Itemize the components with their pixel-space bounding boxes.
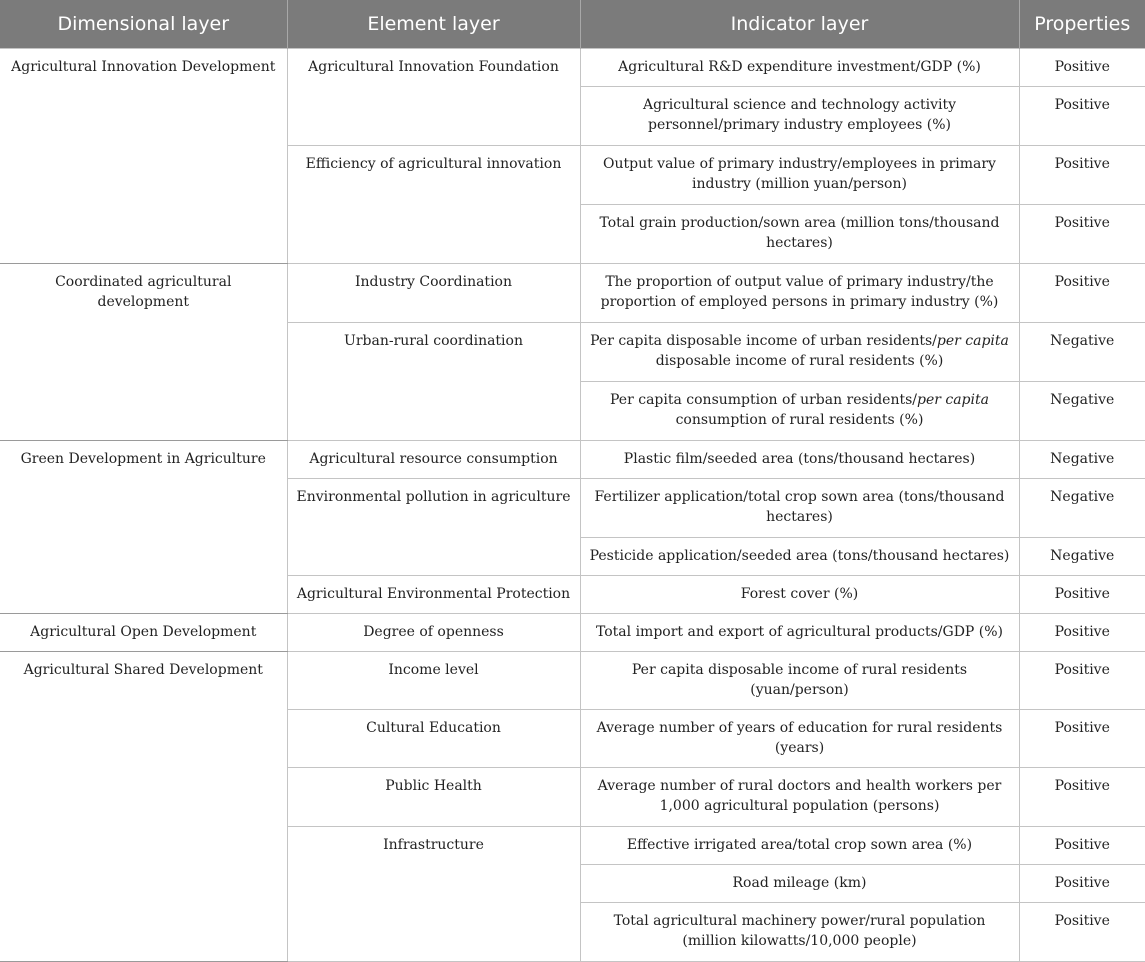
header-element-layer: Element layer: [287, 0, 580, 49]
property-cell: Positive: [1019, 768, 1145, 827]
indicator-cell: The proportion of output value of primary industry/the proportion of employed persons in primary industry (%): [580, 264, 1019, 323]
indicator-cell: Plastic film/seeded area (tons/thousand hectares): [580, 441, 1019, 479]
property-cell: Negative: [1019, 441, 1145, 479]
property-cell: Positive: [1019, 49, 1145, 87]
property-cell: Positive: [1019, 614, 1145, 652]
element-cell: Urban-rural coordination: [287, 323, 580, 441]
table-body: [0, 49, 1145, 962]
indicator-cell: Total agricultural machinery power/rural population (million kilowatts/10,000 people): [580, 903, 1019, 962]
property-cell: Positive: [1019, 146, 1145, 205]
table-row: [0, 614, 1145, 652]
dimension-cell: Agricultural Open Development: [0, 614, 287, 652]
indicator-cell: Pesticide application/seeded area (tons/thousand hectares): [580, 538, 1019, 576]
element-cell: Agricultural Environmental Protection: [287, 576, 580, 614]
indicator-italic-text: per capita: [916, 392, 989, 408]
property-cell: Positive: [1019, 652, 1145, 710]
element-cell: Public Health: [287, 768, 580, 827]
property-cell: Positive: [1019, 205, 1145, 264]
indicator-text: disposable income of rural residents (%): [655, 353, 944, 369]
element-cell: Agricultural Innovation Foundation: [287, 49, 580, 146]
property-cell: Negative: [1019, 538, 1145, 576]
dimension-cell: Green Development in Agriculture: [0, 441, 287, 614]
property-cell: Positive: [1019, 576, 1145, 614]
indicator-cell: Agricultural R&D expenditure investment/GDP (%): [580, 49, 1019, 87]
indicator-cell: Agricultural science and technology activity personnel/primary industry employees (%): [580, 87, 1019, 146]
table-row: [0, 441, 1145, 479]
property-cell: Positive: [1019, 903, 1145, 962]
property-cell: Positive: [1019, 710, 1145, 768]
indicator-text: consumption of rural residents (%): [675, 412, 924, 428]
property-cell: Positive: [1019, 264, 1145, 323]
property-cell: Positive: [1019, 827, 1145, 865]
element-cell: Income level: [287, 652, 580, 710]
indicator-italic-text: per capita: [936, 333, 1009, 349]
indicator-cell: [580, 323, 1019, 382]
property-cell: Negative: [1019, 323, 1145, 382]
element-cell: Agricultural resource consumption: [287, 441, 580, 479]
element-cell: Degree of openness: [287, 614, 580, 652]
indicator-text: Per capita consumption of urban residents/: [610, 392, 917, 408]
header-properties: Properties: [1019, 0, 1145, 49]
table-row: [0, 652, 1145, 710]
table-header: [0, 0, 1145, 49]
indicator-text: Per capita disposable income of urban residents/: [590, 333, 937, 349]
property-cell: Positive: [1019, 865, 1145, 903]
property-cell: Negative: [1019, 382, 1145, 441]
indicator-cell: Average number of rural doctors and health workers per 1,000 agricultural population (persons): [580, 768, 1019, 827]
indicator-cell: Output value of primary industry/employees in primary industry (million yuan/person): [580, 146, 1019, 205]
header-indicator-layer: Indicator layer: [580, 0, 1019, 49]
indicator-cell: Average number of years of education for rural residents (years): [580, 710, 1019, 768]
indicator-cell: Per capita disposable income of rural residents (yuan/person): [580, 652, 1019, 710]
element-cell: Industry Coordination: [287, 264, 580, 323]
indicator-cell: Forest cover (%): [580, 576, 1019, 614]
indicator-cell: Total import and export of agricultural products/GDP (%): [580, 614, 1019, 652]
indicator-cell: Effective irrigated area/total crop sown area (%): [580, 827, 1019, 865]
indicator-cell: Fertilizer application/total crop sown area (tons/thousand hectares): [580, 479, 1019, 538]
element-cell: Environmental pollution in agriculture: [287, 479, 580, 576]
table-row: [0, 264, 1145, 323]
property-cell: Positive: [1019, 87, 1145, 146]
indicator-cell: Total grain production/sown area (million tons/thousand hectares): [580, 205, 1019, 264]
dimension-cell: Agricultural Shared Development: [0, 652, 287, 962]
table-row: [0, 49, 1145, 87]
dimension-cell: Agricultural Innovation Development: [0, 49, 287, 264]
element-cell: Efficiency of agricultural innovation: [287, 146, 580, 264]
property-cell: Negative: [1019, 479, 1145, 538]
indicator-cell: Road mileage (km): [580, 865, 1019, 903]
header-dimensional-layer: Dimensional layer: [0, 0, 287, 49]
dimension-cell: Coordinated agricultural development: [0, 264, 287, 441]
element-cell: Infrastructure: [287, 827, 580, 962]
indicator-cell: [580, 382, 1019, 441]
element-cell: Cultural Education: [287, 710, 580, 768]
